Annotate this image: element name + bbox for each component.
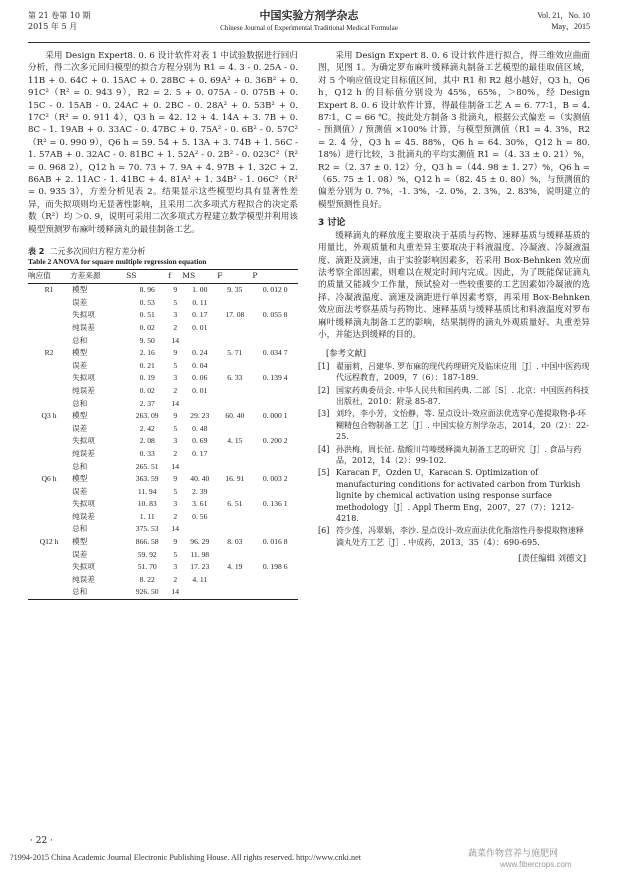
table-cell: 14: [171, 461, 180, 471]
table-cell: 失拟项: [72, 310, 95, 320]
table-cell: 纯误差: [72, 322, 95, 332]
table-cell: 模型: [72, 348, 88, 358]
table-cell: 5: [173, 423, 178, 433]
date-en: May，2015: [551, 22, 590, 31]
table-cell: 9. 35: [227, 285, 243, 295]
header-center: [28, 9, 590, 33]
table-row: [28, 448, 298, 461]
table-cell: [252, 322, 298, 335]
table-cell: [252, 486, 298, 499]
table-cell: [217, 423, 252, 436]
table-cell: 3: [173, 499, 178, 509]
table-cell: 2: [173, 511, 178, 521]
reference-item: [318, 385, 590, 408]
table-cell: [28, 385, 70, 398]
table-cell: 2. 16: [139, 348, 155, 358]
table-cell: R2: [44, 348, 54, 358]
table-cell: 2. 08: [139, 436, 155, 446]
table-header-cell: f: [168, 270, 182, 284]
table-cell: [28, 511, 70, 524]
table-cell: 0. 139 4: [262, 373, 288, 383]
table-cell: 51. 70: [137, 562, 157, 572]
table-cell: 2: [173, 322, 178, 332]
table-cell: [28, 297, 70, 310]
table-cell: 5: [173, 486, 178, 496]
table-cell: 0. 02: [139, 322, 155, 332]
table-cell: [252, 460, 298, 473]
table-cell: [252, 574, 298, 587]
table-cell: 40. 40: [190, 474, 210, 484]
table-cell: 误差: [72, 423, 88, 433]
table-cell: [217, 574, 252, 587]
table-cell: 0. 200 2: [262, 436, 288, 446]
table-row: [28, 372, 298, 385]
table-cell: 10. 83: [137, 499, 157, 509]
table-row: [28, 309, 298, 322]
page-number: · 22 ·: [30, 836, 53, 846]
table-cell: 59. 92: [137, 549, 157, 559]
table-cell: [28, 423, 70, 436]
table-cell: R1: [44, 285, 54, 295]
table-cell: 误差: [72, 297, 88, 307]
date-cn: 2015 年 5 月: [28, 22, 78, 31]
table-cell: 失拟项: [72, 499, 95, 509]
table-cell: [28, 322, 70, 335]
table-cell: 14: [168, 586, 182, 599]
table-cell: [217, 397, 252, 410]
table-cell: [217, 586, 252, 599]
table-cell: [28, 498, 70, 511]
table-cell: 16. 91: [225, 474, 245, 484]
table-cell: [252, 297, 298, 310]
table-cell: 0. 003 2: [262, 474, 288, 484]
table-cell: 17. 08: [225, 310, 245, 320]
table-cell: 3: [173, 373, 178, 383]
table-cell: 14: [171, 335, 180, 345]
reference-number: [1]: [318, 361, 330, 371]
table-cell: 误差: [72, 549, 88, 559]
page-header: [28, 8, 590, 43]
table-row: [28, 523, 298, 536]
table-cell: 总和: [70, 586, 126, 599]
table-cell: 0. 02: [139, 385, 155, 395]
reference-number: [2]: [318, 385, 330, 395]
table-cell: [182, 523, 217, 536]
reference-text: Karacan F，Ozden U，Karacan S. Optimization of manufacturing conditions for activated carbon from Turkish lignite by chemical activation using response surface methodology［J］. Appl Therm Eng，2007，27（7）：1212-4218.: [336, 468, 581, 524]
table-cell: [217, 486, 252, 499]
table-cell: 9: [173, 537, 178, 547]
table-row: [28, 322, 298, 335]
table-cell: 纯误差: [72, 511, 95, 521]
table-cell: 29. 23: [190, 411, 210, 421]
table-cell: Q12 h: [39, 537, 59, 547]
table-cell: 866. 58: [135, 537, 159, 547]
table-cell: 0. 48: [192, 423, 208, 433]
table-cell: 0. 06: [192, 373, 208, 383]
table-header-row: [28, 270, 298, 284]
table-cell: 6. 33: [227, 373, 243, 383]
volume-en: Vol. 21，No. 10: [537, 11, 590, 20]
table-caption-en: Table 2 ANOVA for square multiple regression equation: [28, 257, 207, 267]
table-cell: [217, 460, 252, 473]
reference-text: 刘玲，李小芳，文怡静，等. 星点设计-效应面法优选穿心莲提取物-β-环糊精包合物制备工艺［J］. 中国实验方剂学杂志，2014，20（2）：22-25.: [336, 409, 589, 442]
table-title-cn: 二元多次回归方程方差分析: [49, 247, 146, 257]
reference-number: [6]: [318, 526, 330, 536]
table-cell: 纯误差: [72, 385, 95, 395]
reference-number: [4]: [318, 444, 330, 454]
table-cell: 0. 198 6: [262, 562, 288, 572]
section-heading-discussion: 3 讨论: [318, 218, 346, 229]
table-cell: 14: [171, 398, 180, 408]
table-cell: 8. 96: [139, 285, 155, 295]
table-row: [28, 423, 298, 436]
table-cell: 96. 29: [190, 537, 210, 547]
table-cell: 6. 51: [227, 499, 243, 509]
table-cell: 0. 01: [192, 385, 208, 395]
table-cell: [28, 309, 70, 322]
table-cell: [182, 334, 217, 347]
table-cell: 0. 136 1: [262, 499, 288, 509]
table-cell: 4. 11: [192, 574, 208, 584]
table-row: [28, 334, 298, 347]
anova-table: [28, 269, 298, 600]
table-cell: 纯误差: [72, 448, 95, 458]
table-header-cell: SS: [126, 270, 168, 284]
table-cell: 9: [173, 285, 178, 295]
table-header-cell: P: [252, 270, 298, 284]
table-cell: 0. 53: [139, 297, 155, 307]
table-cell: 失拟项: [72, 373, 95, 383]
table-cell: [28, 448, 70, 461]
table-cell: 0. 17: [192, 310, 208, 320]
reference-item: [318, 525, 590, 548]
reference-item: [318, 444, 590, 467]
table-cell: 2. 37: [139, 398, 155, 408]
table-cell: 2: [173, 385, 178, 395]
table-cell: [28, 523, 70, 536]
table-cell: [217, 448, 252, 461]
table-row: [28, 498, 298, 511]
table-cell: 误差: [72, 360, 88, 370]
table-cell: 3: [173, 436, 178, 446]
table-number: 表 2: [28, 247, 45, 257]
table-cell: [217, 385, 252, 398]
table-row: [28, 284, 298, 297]
right-column: [318, 50, 590, 565]
regression-paragraph: 采用 Design Expert8. 0. 6 设计软件对表 1 中试验数据进行回归分析，得二次多元回归模型的拟合方程分别为 R1 = 4. 3 - 0. 25A - 0. 11B + 0. 64C + 0. 15AC + 0. 28BC + 0. 69A² + 0. 36B² + 0. 91C²（R² = 0. 943 9），R2 = 2. 5 + 0. 075A - 0. 075B + 0. 15C - 0. 15AB - 0. 24AC + 0. 2BC - 0. 28A² + 0. 53B² + 0. 17C²（R² = 0. 911 4），Q3 h = 42. 12 + 4. 14A + 3. 7B + 0. 8C - 1. 19AB + 0. 33AC - 0. 47BC + 0. 75A² - 0. 6B² - 0. 57C²（R² = 0. 990 9），Q6 h = 59. 54 + 5. 13A + 3. 74B + 1. 56C - 1. 57AB + 0. 32AC - 0. 81BC + 1. 52A² - 0. 2B² - 0. 023C²（R² = 0. 968 2），Q12 h = 70. 73 + 7. 9A + 4. 97B + 1. 32C + 2. 86AB + 2. 11AC - 1. 41BC + 4. 81A² + 1. 34B² - 1. 06C²（R² = 0. 935 3），方差分析见表 2。结果显示这些模型均具有显著性差异，而失拟项则均无显著性影响，且采用二次多项式方程拟合的决定系数（R²）均 ＞0. 9，说明可采用二次多项式方程建立数学模型并利用该模型预测罗布麻叶缓释滴丸的最佳制备工艺。: [28, 51, 298, 235]
copyright-line: ?1994-2015 China Academic Journal Electronic Publishing House. All rights reserved. http://www.cnki.net: [10, 853, 362, 862]
table-cell: 0. 034 7: [262, 348, 288, 358]
table-row: [28, 574, 298, 587]
table-cell: Q6 h: [41, 474, 57, 484]
table-cell: [182, 397, 217, 410]
table-cell: 9: [173, 411, 178, 421]
responsible-editor: [责任编辑 刘德文]: [518, 553, 586, 564]
table-cell: [252, 385, 298, 398]
table-cell: 11. 94: [137, 486, 157, 496]
table-header-cell: F: [217, 270, 252, 284]
table-cell: 9. 50: [139, 335, 155, 345]
journal-title-cn: 中国实验方剂学杂志: [259, 9, 359, 22]
table-cell: [28, 586, 70, 599]
table-cell: 失拟项: [72, 436, 95, 446]
volume-cn: 第 21 卷第 10 期: [28, 11, 91, 20]
table-cell: 2. 42: [139, 423, 155, 433]
reference-text: 翟丽莉，吕建华. 罗布麻的现代药理研究及临床应用［J］. 中国中医药现代远程教育，2009，7（6）：187-189.: [336, 361, 590, 383]
table-cell: [217, 511, 252, 524]
table-cell: 0. 012 0: [262, 285, 288, 295]
table-cell: [252, 423, 298, 436]
table-cell: 0. 33: [139, 448, 155, 458]
table-cell: 3: [173, 562, 178, 572]
table-row: [28, 473, 298, 486]
table-cell: 总和: [72, 398, 88, 408]
table-cell: 纯误差: [72, 574, 95, 584]
table-row: [28, 385, 298, 398]
table-cell: 0. 11: [192, 297, 208, 307]
table-cell: 17. 23: [190, 562, 210, 572]
table-cell: [217, 360, 252, 373]
watermark-text: 蔬菜作物营养与施肥网: [468, 849, 559, 859]
table-cell: [217, 523, 252, 536]
table-cell: [217, 549, 252, 562]
table-row: [28, 536, 298, 549]
table-cell: 1. 11: [139, 511, 155, 521]
table-cell: [28, 460, 70, 473]
table-cell: [252, 360, 298, 373]
table-row: [28, 435, 298, 448]
journal-title-en: Chinese Journal of Experimental Traditional Medical Formulae: [220, 24, 398, 32]
table-cell: 8. 03: [227, 537, 243, 547]
table-cell: [252, 448, 298, 461]
left-column: [28, 50, 298, 600]
table-cell: 模型: [72, 474, 88, 484]
table-row: [28, 397, 298, 410]
table-cell: [182, 586, 217, 599]
table-cell: 9: [173, 348, 178, 358]
table-cell: [28, 397, 70, 410]
table-cell: 0. 21: [139, 360, 155, 370]
optimization-paragraph: 采用 Design Expert 8. 0. 6 设计软件进行拟合，得三维效应曲面图，见图 1。为确定罗布麻叶缓释滴丸制备工艺模型的最佳取值区域，对 5 个响应值设定目标值区间，其中 R1 和 R2 越小越好，Q3 h，Q6 h，Q12 h 的目标值分别设为 45%，65%，＞80%，经 Design Expert 8. 0. 6 设计软件计算，得最佳制备工艺 A = 6. 77∶1，B = 4. 87∶1，C = 66 ℃。按此处方制备 3 批滴丸，根据公式偏差 =（实测值 - 预测值）/ 预测值 ×100% 计算，与模型预测值（R1 = 4. 3%，R2 = 2. 4 分，Q3 h = 45. 88%，Q6 h = 64. 30%，Q12 h = 80. 18%）进行比较，3 批滴丸的平均实测值 R1 =（4. 33 ± 0. 21）%，R2 =（2. 37 ± 0. 12）分，Q3 h =（44. 98 ± 1. 27）%，Q6 h =（65. 75 ± 1. 08）%，Q12 h =（82. 45 ± 0. 80）%，与预测值的偏差分别为 0. 7%，-1. 3%，-2. 0%，2. 3%，2. 83%，说明建立的模型预测性良好。: [318, 51, 590, 210]
table-cell: 5: [173, 360, 178, 370]
table-cell: [217, 322, 252, 335]
table-cell: 926. 50: [126, 586, 168, 599]
table-cell: [252, 523, 298, 536]
table-cell: 误差: [72, 486, 88, 496]
table-cell: [252, 511, 298, 524]
table-cell: 263. 09: [135, 411, 159, 421]
discussion-paragraph: 缓释滴丸的释放度主要取决于基质与药物、速释基质与缓释基质的用量比，外观质量和丸重差异主要取决于料液温度、冷凝液、冷凝液温度、滴距及滴速，由于实验影响因素多，若采用 Box-Behnken 效应面法考察全部因素，则难以在规定时间内完成。因此，为了既能保证滴丸的质量又能减少工作量，预试验对一些较重要的工艺因素如冷凝液的选择、冷凝液温度、滴速及滴距进行单因素考察，再采用 Box-Behnken 效应面法考察基质与药物比、速释基质与缓释基质比和料液温度对罗布麻叶缓释滴丸制备工艺的影响，结果制得的滴丸外观质量好、丸重差异小，并能达到缓释的目的。: [318, 230, 590, 340]
table-cell: 265. 51: [135, 461, 159, 471]
table-row: [28, 460, 298, 473]
table-header-cell: 方差来源: [70, 270, 126, 284]
table-cell: 0. 016 8: [262, 537, 288, 547]
table-row: [28, 549, 298, 562]
table-cell: 4. 19: [227, 562, 243, 572]
reference-text: 孙洪梅，周长征. 盐酸川芎嗪缓释滴丸制备工艺的研究［J］. 食品与药品，2012，14（2）：99-102.: [336, 444, 582, 465]
table-cell: [252, 397, 298, 410]
table-cell: 3. 61: [192, 499, 208, 509]
table-cell: 失拟项: [72, 562, 95, 572]
reference-number: [5]: [318, 468, 330, 478]
table-cell: 1. 00: [192, 285, 208, 295]
table-cell: 2: [173, 574, 178, 584]
table-caption-cn: [28, 246, 298, 257]
table-cell: 11. 98: [190, 549, 210, 559]
table-cell: [28, 574, 70, 587]
reference-text: 国家药典委员会. 中华人民共和国药典. 二部［S］. 北京：中国医药科技出版社，2010：附录 85-87.: [336, 385, 589, 406]
table-cell: 14: [171, 524, 180, 534]
table-cell: [28, 372, 70, 385]
table-row: [28, 586, 298, 599]
table-cell: 总和: [72, 461, 88, 471]
table-cell: 9: [173, 474, 178, 484]
reference-item: [318, 408, 590, 442]
table-row: [28, 486, 298, 499]
table-cell: 363. 59: [135, 474, 159, 484]
table-cell: 5. 71: [227, 348, 243, 358]
table-cell: [28, 360, 70, 373]
table-cell: 模型: [72, 537, 88, 547]
table-cell: [28, 561, 70, 574]
table-header-cell: MS: [182, 270, 217, 284]
table-cell: [217, 334, 252, 347]
reference-item: [318, 467, 590, 524]
table-cell: 0. 04: [192, 360, 208, 370]
table-cell: [28, 549, 70, 562]
reference-list: [318, 361, 590, 549]
table-cell: 0. 000 1: [262, 411, 288, 421]
table-cell: [28, 486, 70, 499]
table-cell: 60. 40: [225, 411, 245, 421]
table-header-cell: 响应值: [28, 270, 70, 284]
table-cell: 5: [173, 549, 178, 559]
table-row: [28, 561, 298, 574]
table-cell: 0. 17: [192, 448, 208, 458]
table-row: [28, 297, 298, 310]
table-cell: 0. 055 8: [262, 310, 288, 320]
table-cell: 3: [173, 310, 178, 320]
table-row: [28, 360, 298, 373]
table-cell: 0. 69: [192, 436, 208, 446]
table-cell: [252, 334, 298, 347]
table-cell: 0. 01: [192, 322, 208, 332]
table-body: [28, 284, 298, 600]
table-cell: [28, 334, 70, 347]
table-cell: 总和: [72, 524, 88, 534]
table-cell: 5: [173, 297, 178, 307]
header-right: [537, 10, 590, 32]
table-row: [28, 410, 298, 423]
reference-text: 符少莲，冯翠娟，李沙. 星点设计-效应面法优化脂溶性丹参提取物速释滴丸处方工艺［J］. 中成药，2013，35（4）：690-695.: [336, 526, 584, 547]
watermark-url: www.fibercrops.com: [500, 860, 572, 869]
table-cell: 总和: [72, 335, 88, 345]
reference-item: [318, 361, 590, 384]
table-cell: 0. 24: [192, 348, 208, 358]
table-row: [28, 347, 298, 360]
table-cell: [252, 586, 298, 599]
table-cell: [28, 435, 70, 448]
table-cell: 4. 15: [227, 436, 243, 446]
table-cell: 0. 51: [139, 310, 155, 320]
table-cell: 0. 19: [139, 373, 155, 383]
table-cell: 模型: [72, 411, 88, 421]
table-cell: 2. 39: [192, 486, 208, 496]
references-heading: [参考文献]: [326, 348, 367, 359]
table-row: [28, 511, 298, 524]
table-cell: 2: [173, 448, 178, 458]
table-cell: [182, 460, 217, 473]
table-cell: 375. 53: [135, 524, 159, 534]
table-cell: 模型: [72, 285, 88, 295]
table-cell: 0. 56: [192, 511, 208, 521]
table-cell: 8. 22: [139, 574, 155, 584]
table-cell: Q3 h: [41, 411, 57, 421]
reference-number: [3]: [318, 409, 330, 419]
table-cell: [252, 549, 298, 562]
table-cell: [217, 297, 252, 310]
